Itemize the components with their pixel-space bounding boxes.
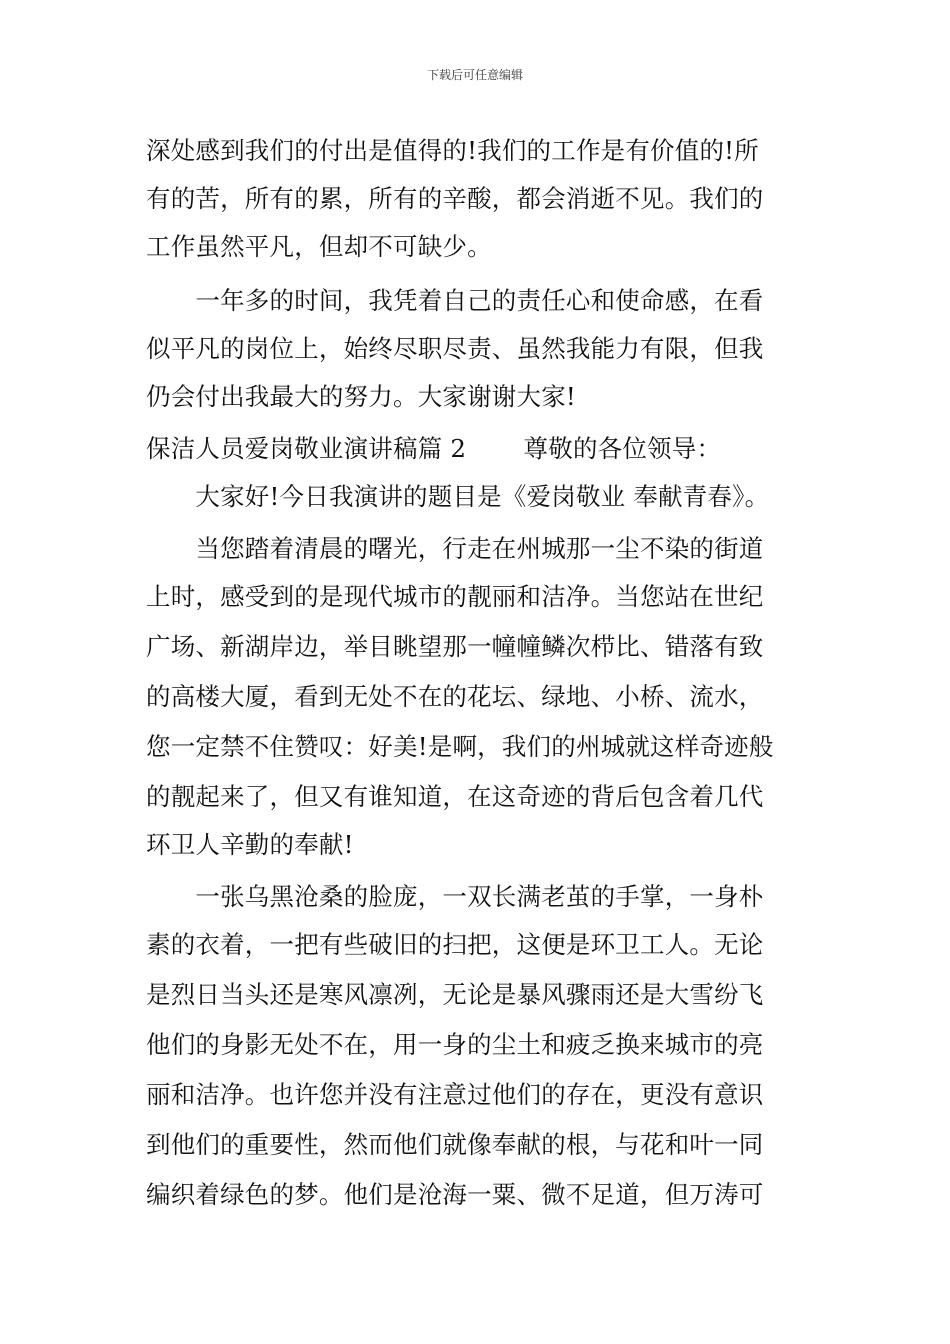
text-line: 深处感到我们的付出是值得的!我们的工作是有价值的!所 (146, 136, 759, 165)
text-line: 大家好!今日我演讲的题目是《爱岗敬业 奉献青春》。 (146, 482, 770, 511)
text-line: 的高楼大厦，看到无处不在的花坛、绿地、小桥、流水， (146, 682, 764, 711)
text-line: 一年多的时间，我凭着自己的责任心和使命感，在看 (146, 286, 764, 315)
text-line: 的靓起来了，但又有谁知道，在这奇迹的背后包含着几代 (146, 782, 764, 811)
text-line: 到他们的重要性，然而他们就像奉献的根，与花和叶一同 (146, 1130, 764, 1159)
text-line: 上时，感受到的是现代城市的靓丽和洁净。当您站在世纪 (146, 582, 764, 611)
text-line: 是烈日当头还是寒风凛冽，无论是暴风骤雨还是大雪纷飞 (146, 980, 764, 1009)
text-line: 似平凡的岗位上，始终尽职尽责、虽然我能力有限，但我 (146, 334, 764, 363)
section-heading: 保洁人员爱岗敬业演讲稿篇 2 尊敬的各位领导： (146, 434, 722, 463)
text-line: 仍会付出我最大的努力。大家谢谢大家! (146, 382, 576, 411)
text-line: 您一定禁不住赞叹：好美!是啊，我们的州城就这样奇迹般 (146, 732, 774, 761)
page-header: 下载后可任意编辑 (426, 68, 523, 82)
text-line: 工作虽然平凡，但却不可缺少。 (146, 232, 492, 261)
text-line: 环卫人辛勤的奉献! (146, 830, 354, 859)
text-line: 有的苦，所有的累，所有的辛酸，都会消逝不见。我们的 (146, 184, 764, 213)
text-line: 丽和洁净。也许您并没有注意过他们的存在，更没有意识 (146, 1080, 764, 1109)
text-line: 一张乌黑沧桑的脸庞，一双长满老茧的手掌，一身朴 (146, 882, 764, 911)
text-line: 素的衣着，一把有些破旧的扫把，这便是环卫工人。无论 (146, 930, 764, 959)
text-line: 他们的身影无处不在，用一身的尘土和疲乏换来城市的亮 (146, 1030, 764, 1059)
text-line: 当您踏着清晨的曙光，行走在州城那一尘不染的街道 (146, 534, 764, 563)
text-line: 编织着绿色的梦。他们是沧海一粟、微不足道，但万涛可 (146, 1180, 764, 1209)
text-line: 广场、新湖岸边，举目眺望那一幢幢鳞次栉比、错落有致 (146, 632, 764, 661)
